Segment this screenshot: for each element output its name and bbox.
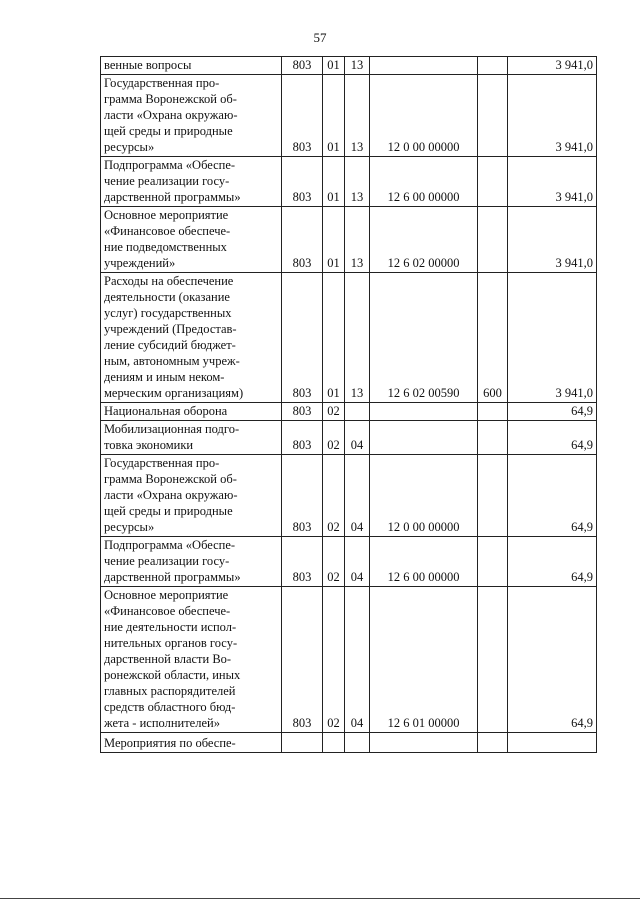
row-rz-cell: 01 <box>323 157 345 207</box>
row-pr-cell: 13 <box>345 57 370 75</box>
row-rz-cell: 02 <box>323 455 345 537</box>
row-pr-cell: 13 <box>345 75 370 157</box>
row-rz-cell: 01 <box>323 75 345 157</box>
row-vr-cell <box>478 207 508 273</box>
row-name-cell: Государственная про- грамма Воронежской об- ласти «Охрана окружаю- щей среды и природные ресурсы» <box>101 455 282 537</box>
table-row <box>101 157 597 207</box>
row-pr-cell <box>345 403 370 421</box>
row-pr-cell: 04 <box>345 537 370 587</box>
row-rz-cell: 01 <box>323 207 345 273</box>
table-row <box>101 75 597 157</box>
table-row <box>101 207 597 273</box>
row-gr-cell: 803 <box>282 75 323 157</box>
row-sum-cell: 3 941,0 <box>508 207 597 273</box>
row-vr-cell <box>478 57 508 75</box>
row-csr-cell: 12 6 00 00000 <box>370 537 478 587</box>
row-csr-cell: 12 6 00 00000 <box>370 157 478 207</box>
budget-table-body <box>101 57 597 753</box>
footer-rule <box>0 898 640 899</box>
row-sum-cell: 64,9 <box>508 537 597 587</box>
row-csr-cell <box>370 733 478 753</box>
row-vr-cell: 600 <box>478 273 508 403</box>
row-name-cell: Подпрограмма «Обеспе- чение реализации госу- дарственной программы» <box>101 537 282 587</box>
row-sum-cell: 3 941,0 <box>508 75 597 157</box>
row-name-cell: Основное мероприятие «Финансовое обеспече- ние деятельности испол- нительных органов госу- дарственной власти Во- ронежской области, иных главных распорядителей средств областного бюд- жета - исполнителей» <box>101 587 282 733</box>
row-rz-cell <box>323 733 345 753</box>
row-gr-cell: 803 <box>282 455 323 537</box>
row-vr-cell <box>478 537 508 587</box>
row-gr-cell: 803 <box>282 403 323 421</box>
row-name-cell: Подпрограмма «Обеспе- чение реализации госу- дарственной программы» <box>101 157 282 207</box>
row-gr-cell: 803 <box>282 273 323 403</box>
row-sum-cell: 3 941,0 <box>508 57 597 75</box>
row-rz-cell: 02 <box>323 403 345 421</box>
row-pr-cell <box>345 733 370 753</box>
row-name-cell: Мероприятия по обеспе- <box>101 733 282 753</box>
row-gr-cell: 803 <box>282 57 323 75</box>
row-pr-cell: 13 <box>345 157 370 207</box>
row-csr-cell <box>370 57 478 75</box>
row-name-cell: Расходы на обеспечение деятельности (оказание услуг) государственных учреждений (Предостав- ление субсидий бюджет- ным, автономным учреж- дениям и иным неком- мерческим организациям) <box>101 273 282 403</box>
row-name-cell: Мобилизационная подго- товка экономики <box>101 421 282 455</box>
row-vr-cell <box>478 403 508 421</box>
row-name-cell: Национальная оборона <box>101 403 282 421</box>
row-pr-cell: 04 <box>345 587 370 733</box>
table-row <box>101 587 597 733</box>
row-gr-cell: 803 <box>282 157 323 207</box>
row-sum-cell: 64,9 <box>508 403 597 421</box>
row-rz-cell: 02 <box>323 421 345 455</box>
row-csr-cell: 12 6 01 00000 <box>370 587 478 733</box>
row-gr-cell: 803 <box>282 587 323 733</box>
row-vr-cell <box>478 75 508 157</box>
table-row <box>101 273 597 403</box>
table-row <box>101 537 597 587</box>
row-gr-cell <box>282 733 323 753</box>
row-vr-cell <box>478 587 508 733</box>
row-rz-cell: 01 <box>323 273 345 403</box>
row-vr-cell <box>478 733 508 753</box>
row-sum-cell: 3 941,0 <box>508 273 597 403</box>
row-pr-cell: 04 <box>345 421 370 455</box>
row-csr-cell <box>370 403 478 421</box>
row-vr-cell <box>478 157 508 207</box>
row-csr-cell <box>370 421 478 455</box>
row-csr-cell: 12 6 02 00590 <box>370 273 478 403</box>
row-sum-cell: 64,9 <box>508 455 597 537</box>
budget-table <box>100 56 597 753</box>
row-gr-cell: 803 <box>282 207 323 273</box>
row-pr-cell: 04 <box>345 455 370 537</box>
row-gr-cell: 803 <box>282 537 323 587</box>
row-sum-cell <box>508 733 597 753</box>
row-sum-cell: 64,9 <box>508 421 597 455</box>
table-row <box>101 403 597 421</box>
row-rz-cell: 02 <box>323 587 345 733</box>
row-vr-cell <box>478 455 508 537</box>
row-sum-cell: 64,9 <box>508 587 597 733</box>
row-gr-cell: 803 <box>282 421 323 455</box>
table-row <box>101 421 597 455</box>
row-csr-cell: 12 6 02 00000 <box>370 207 478 273</box>
row-pr-cell: 13 <box>345 207 370 273</box>
row-name-cell: Государственная про- грамма Воронежской об- ласти «Охрана окружаю- щей среды и природные ресурсы» <box>101 75 282 157</box>
page-number: 57 <box>313 30 327 45</box>
row-rz-cell: 02 <box>323 537 345 587</box>
row-rz-cell: 01 <box>323 57 345 75</box>
row-pr-cell: 13 <box>345 273 370 403</box>
table-row <box>101 733 597 753</box>
row-csr-cell: 12 0 00 00000 <box>370 75 478 157</box>
row-name-cell: венные вопросы <box>101 57 282 75</box>
row-name-cell: Основное мероприятие «Финансовое обеспече- ние подведомственных учреждений» <box>101 207 282 273</box>
table-row <box>101 455 597 537</box>
row-vr-cell <box>478 421 508 455</box>
row-sum-cell: 3 941,0 <box>508 157 597 207</box>
table-row <box>101 57 597 75</box>
row-csr-cell: 12 0 00 00000 <box>370 455 478 537</box>
